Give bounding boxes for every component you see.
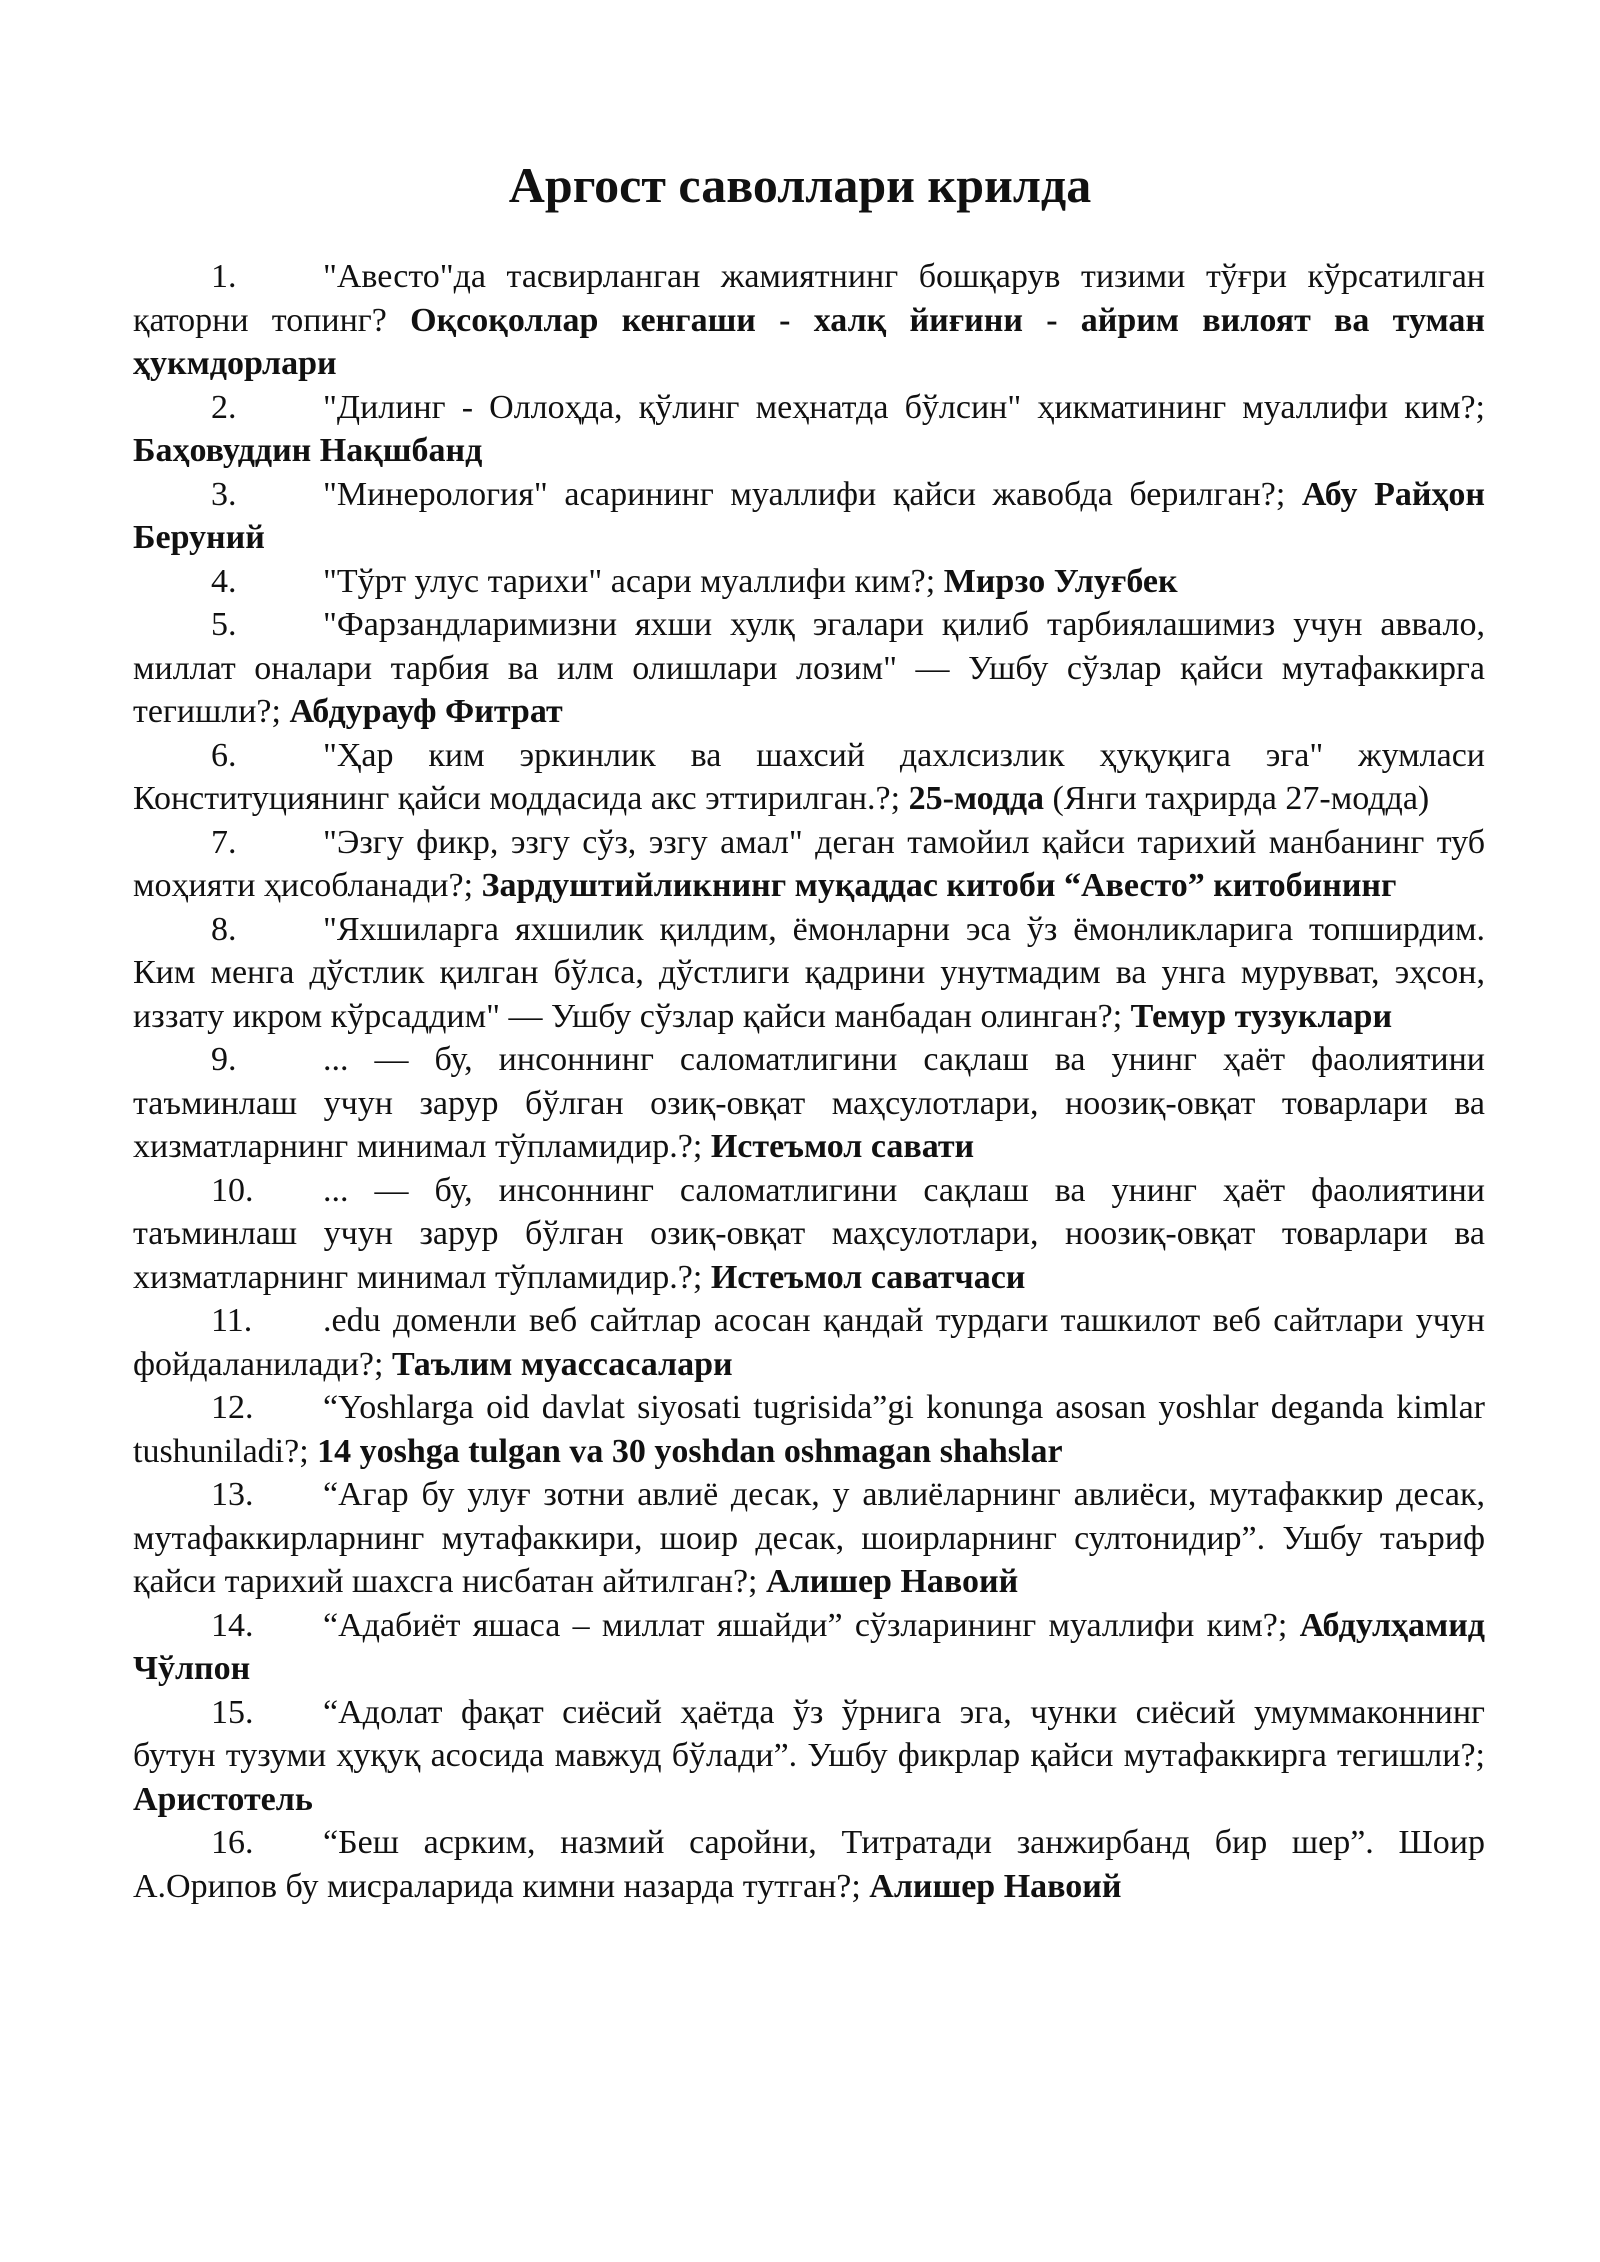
answer-text: Абу Райҳон Беруний <box>133 475 1486 556</box>
question-text: ... — бу, инсоннинг саломатлигини сақлаш ва унинг ҳаёт фаолиятини таъминлаш учун зарур бўлган озиқ-овқат маҳсулотлари, ноозиқ-овқат товарлари ва хизматларнинг минимал тўпламидир.?; <box>133 1171 1485 1296</box>
question-number: 8. <box>211 910 237 948</box>
answer-text: Истеъмол саватчаси <box>710 1258 1026 1296</box>
question-text: “Адабиёт яшаса – миллат яшайди” сўзларининг муаллифи ким?; <box>323 1606 1288 1644</box>
question-text: “Yoshlarga oid davlat siyosati tugrisida”gi konunga asosan yoshlar deganda kimlar tushuniladi?; <box>133 1389 1485 1470</box>
question-text: "Авесто"да тасвирланган жамиятнинг бошқарув тизими тўғри кўрсатилган қаторни топинг? <box>133 258 1485 339</box>
answer-text: Абдурауф Фитрат <box>289 693 563 730</box>
question-number: 15. <box>211 1693 254 1731</box>
question-number: 14. <box>211 1606 254 1644</box>
question-text: "Тўрт улус тарихи" асари муаллифи ким?; <box>323 562 936 600</box>
answer-text: Зардуштийликнинг муқаддас китоби “Авесто” китобининг <box>481 867 1397 904</box>
question-list <box>133 255 1485 1908</box>
question-number: 7. <box>211 823 237 861</box>
answer-note: (Янги таҳрирда 27-модда) <box>1052 780 1430 817</box>
answer-text: Оқсоқоллар кенгаши - халқ йиғини - айрим вилоят ва туман ҳукмдорлари <box>133 301 1486 382</box>
question-number: 13. <box>211 1476 254 1513</box>
question-number: 2. <box>211 388 237 426</box>
question-item <box>133 1169 1485 1300</box>
question-number: 4. <box>211 562 237 600</box>
question-text: "Фарзандларимизни яхши хулқ эгалари қилиб тарбиялашимиз учун аввало, миллат оналари тарбия ва илм олишлари лозим" — Ушбу сўзлар қайси мутафаккирга тегишли?; <box>133 606 1485 730</box>
question-text: “Беш асрким, назмий саройни, Титратади занжирбанд бир шер”. Шоир А.Орипов бу мисраларида кимни назарда тутган?; <box>133 1824 1485 1905</box>
answer-text: Абдулҳамид Чўлпон <box>133 1606 1485 1687</box>
question-item <box>133 386 1485 473</box>
question-item <box>133 1604 1485 1691</box>
question-text: "Эзгу фикр, эзгу сўз, эзгу амал" деган тамойил қайси тарихий манбанинг туб моҳияти ҳисобланади?; <box>133 823 1485 904</box>
answer-text: Темур тузуклари <box>1130 997 1393 1035</box>
question-item <box>133 1691 1485 1822</box>
answer-text: Таълим муассасалари <box>391 1345 733 1383</box>
question-item <box>133 1821 1485 1908</box>
question-text: ... — бу, инсоннинг саломатлигини сақлаш ва унинг ҳаёт фаолиятини таъминлаш учун зарур бўлган озиқ-овқат маҳсулотлари, ноозиқ-овқат товарлари ва хизматларнинг минимал тўпламидир.?; <box>133 1041 1485 1165</box>
question-item <box>133 255 1485 386</box>
question-item <box>133 560 1485 604</box>
question-text: "Минерология" асарининг муаллифи қайси жавобда берилган?; <box>323 475 1286 513</box>
answer-text: Мирзо Улуғбек <box>943 562 1178 600</box>
question-text: “Адолат фақат сиёсий ҳаётда ўз ўрнига эга, чунки сиёсий умуммаконнинг бутун тузуми ҳуқуқ асосида мавжуд бўлади”. Ушбу фикрлар қайси мутафаккирга тегишли?; <box>133 1693 1485 1774</box>
question-text: .edu доменли веб сайтлар асосан қандай турдаги ташкилот веб сайтлари учун фойдаланилади?; <box>133 1302 1485 1383</box>
question-number: 9. <box>211 1041 237 1078</box>
question-number: 16. <box>211 1824 254 1861</box>
question-item <box>133 734 1485 821</box>
question-text: "Ҳар ким эркинлик ва шахсий дахлсизлик ҳуқуқига эга" жумласи Конституциянинг қайси моддасида акс эттирилган.?; <box>133 736 1485 817</box>
question-item <box>133 1386 1485 1473</box>
answer-text: Алишер Навоий <box>766 1563 1019 1600</box>
answer-text: Алишер Навоий <box>869 1867 1122 1905</box>
question-number: 5. <box>211 606 237 643</box>
question-number: 12. <box>211 1389 254 1426</box>
question-item <box>133 473 1485 560</box>
question-text: "Яхшиларга яхшилик қилдим, ёмонларни эса ўз ёмонликларига топширдим. Ким менга дўстлик қилган бўлса, дўстлиги қадрини унутмадим ва унга мурувват, эҳсон, иззату икром кўрсаддим" — Ушбу сўзлар қайси манбадан олинган?; <box>133 910 1485 1035</box>
question-item <box>133 603 1485 734</box>
question-item <box>133 1473 1485 1604</box>
question-number: 1. <box>211 258 237 295</box>
answer-text: 25-модда <box>908 780 1045 817</box>
answer-text: Истеъмол савати <box>710 1128 975 1165</box>
question-number: 10. <box>211 1171 254 1209</box>
question-number: 11. <box>211 1302 253 1339</box>
question-text: "Дилинг - Оллоҳда, қўлинг меҳнатда бўлсин" ҳикматининг муаллифи ким?; <box>323 388 1485 426</box>
question-item <box>133 1038 1485 1169</box>
question-item <box>133 821 1485 908</box>
question-number: 3. <box>211 475 237 513</box>
answer-text: 14 yoshga tulgan va 30 yoshdan oshmagan shahslar <box>317 1432 1063 1470</box>
question-item <box>133 908 1485 1039</box>
answer-text: Баҳовуддин Нақшбанд <box>133 432 483 469</box>
question-number: 6. <box>211 736 237 774</box>
answer-text: Аристотель <box>133 1780 313 1818</box>
question-item <box>133 1299 1485 1386</box>
question-text: “Агар бу улуғ зотни авлиё десак, у авлиёларнинг авлиёси, мутафаккир десак, мутафаккирларнинг мутафаккири, шоир десак, шоирларнинг султонидир”. Ушбу таъриф қайси тарихий шахсга нисбатан айтилган?; <box>133 1476 1485 1600</box>
page-title: Аргост саволлари крилда <box>508 157 1092 213</box>
